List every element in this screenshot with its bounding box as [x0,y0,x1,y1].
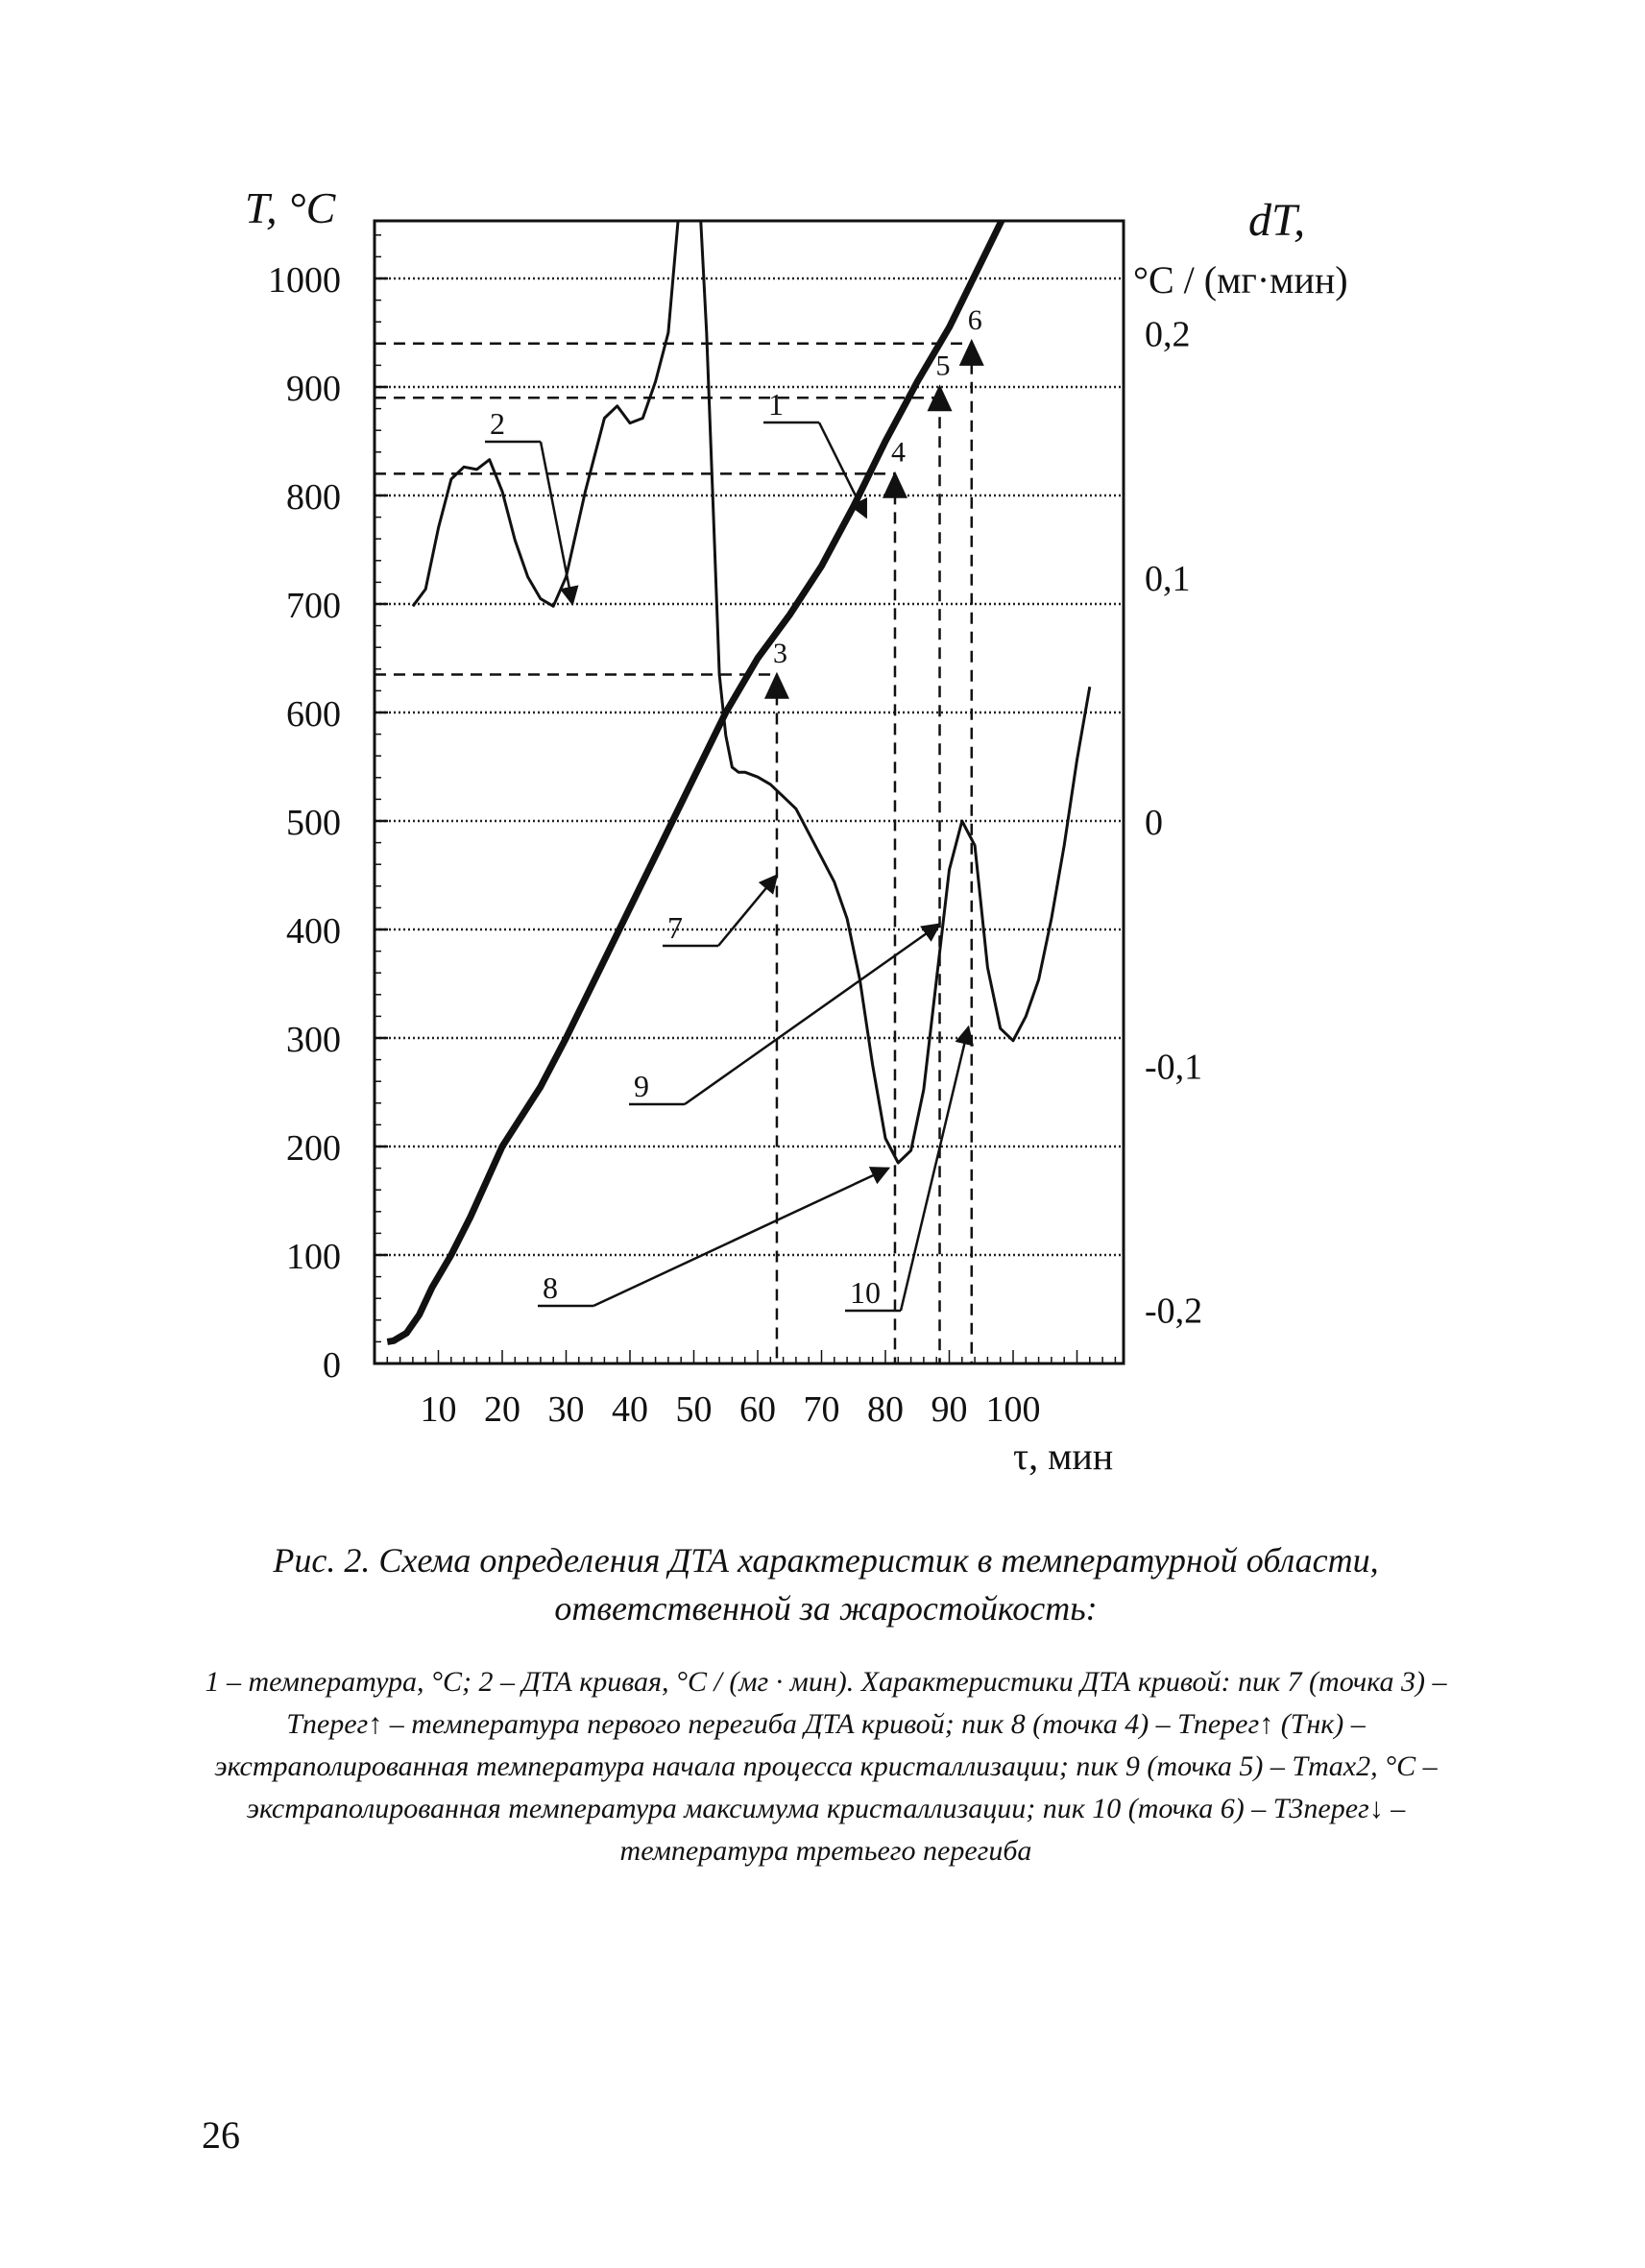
marker-label: 6 [967,303,982,336]
x-tick-label: 40 [612,1389,648,1430]
callout-arrow [685,924,940,1104]
left-tick-label: 600 [286,694,341,735]
page-number: 26 [202,2113,240,2157]
right-tick-label: 0,1 [1145,558,1191,599]
callout-arrow [819,422,866,518]
triangle-marker [928,384,953,411]
figure-caption-title: Рис. 2. Схема определения ДТА характеристик в температурной области, ответственной за жаростойкость: [273,1541,1379,1628]
marker-label: 5 [935,350,951,382]
right-axis-title-line1: dT, [1248,195,1306,246]
x-tick-label: 90 [931,1389,968,1430]
x-tick-label: 30 [547,1389,585,1430]
x-tick-label: 50 [675,1389,713,1430]
callout-label: 9 [634,1069,649,1103]
right-tick-label: -0,1 [1145,1047,1203,1088]
x-axis-title: τ, мин [1013,1435,1114,1478]
callout-label: 8 [543,1270,558,1305]
x-tick-label: 100 [985,1389,1041,1430]
marker-label: 4 [890,436,906,469]
x-axis-ticks [387,1350,1115,1430]
right-axis-title-line2: °C / (мг·мин) [1133,258,1348,302]
left-tick-label: 100 [286,1237,341,1277]
callout-arrow [901,1027,968,1311]
grid-lines [375,278,1124,1255]
plot-frame [375,221,1124,1363]
point-markers [764,304,984,699]
figure-caption-body: 1 – температура, °С; 2 – ДТА кривая, °С / (мг · мин). Характеристики ДТА кривой: пик 7 (точка 3) – Tперег↑ – температура первого перегиба ДТА кривой; пик 8 (точка 4) – Tперег↑ (Tнк) – экстраполированная температура начала процесса кристаллизации; пик 9 (точка 5) – Tmax2, °С – экстраполированная температура максимума кристаллизации; пик 10 (точка 6) – T3перег↓ – температура третьего перегиба [205,1666,1447,1867]
left-tick-label: 200 [286,1128,341,1169]
right-axis-ticks [1145,315,1202,1332]
left-axis-title: T, °C [245,183,336,232]
marker-label: 3 [772,637,787,669]
triangle-marker [883,471,907,498]
x-tick-label: 60 [739,1389,776,1430]
left-tick-label: 300 [286,1020,341,1060]
callout-label: 2 [490,406,505,441]
callout-arrow [718,876,777,947]
left-tick-label: 800 [286,477,341,518]
triangle-marker [764,672,789,699]
callout-arrow [593,1169,888,1306]
x-tick-label: 10 [420,1389,457,1430]
callout-label: 7 [667,910,683,945]
x-tick-label: 70 [803,1389,840,1430]
left-tick-label: 400 [286,911,341,952]
left-tick-label: 0 [323,1345,341,1386]
callout-arrow [541,442,572,604]
x-tick-label: 20 [484,1389,520,1430]
callout-label: 10 [850,1275,881,1310]
callout-label: 1 [768,387,784,422]
left-axis-ticks [268,235,388,1386]
left-tick-label: 500 [286,803,341,843]
right-tick-label: 0 [1145,803,1163,843]
left-tick-label: 1000 [268,260,341,301]
triangle-marker [959,339,984,366]
left-tick-label: 700 [286,586,341,626]
right-tick-label: 0,2 [1145,314,1191,355]
x-tick-label: 80 [867,1389,904,1430]
right-tick-label: -0,2 [1145,1291,1203,1332]
left-tick-label: 900 [286,369,341,409]
